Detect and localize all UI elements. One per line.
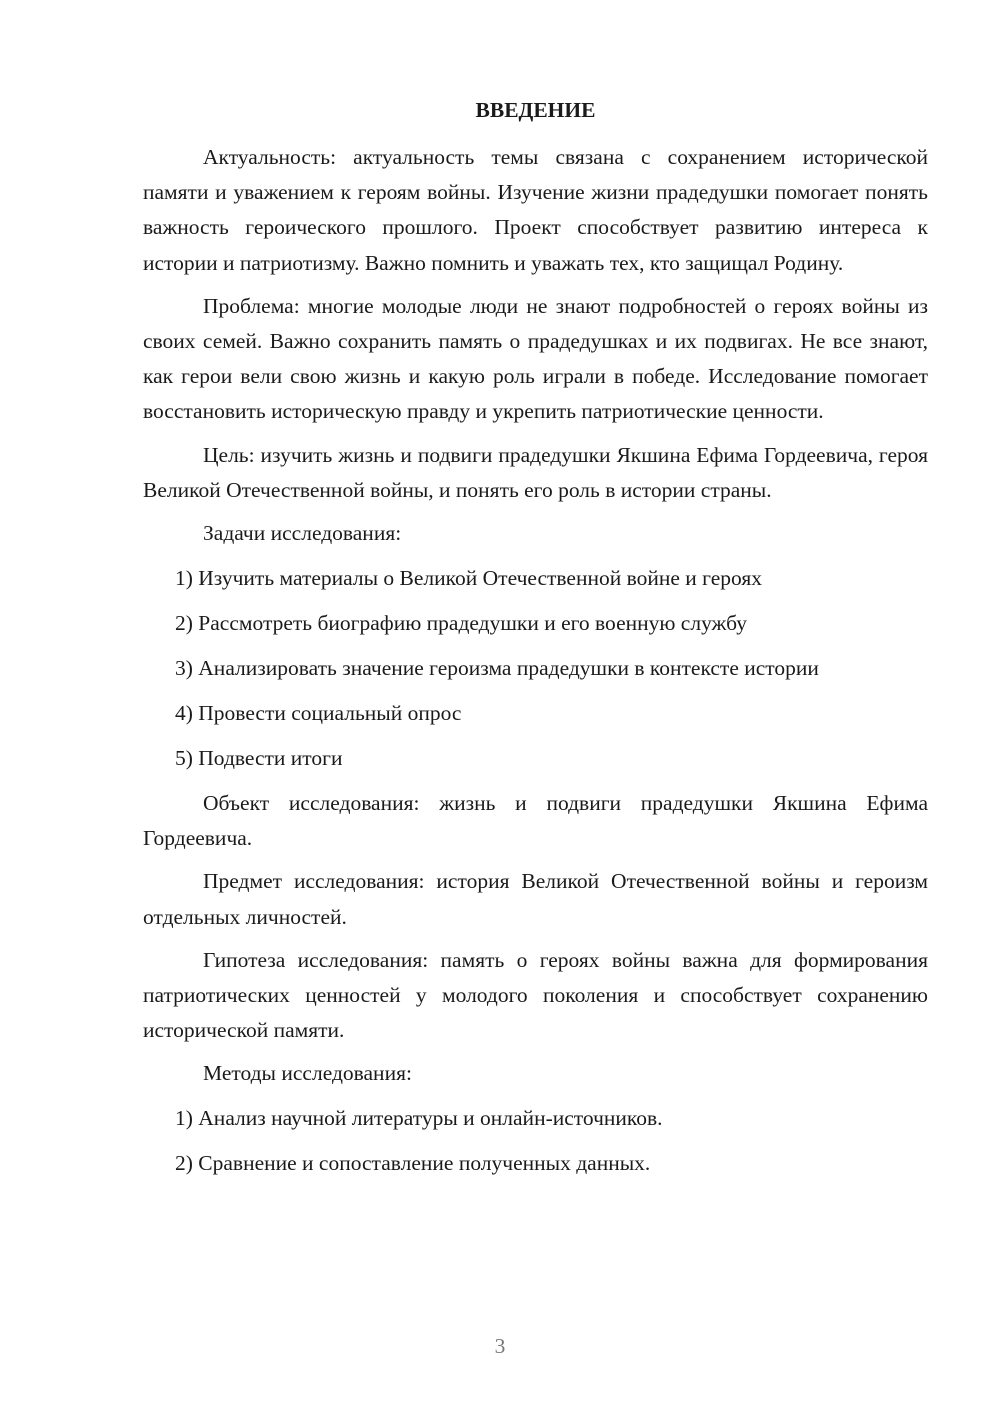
list-item: 2) Сравнение и сопоставление полученных данных.: [175, 1151, 651, 1176]
list-item: 2) Рассмотреть биографию прадедушки и его военную службу: [175, 611, 747, 636]
list-item: 1) Изучить материалы о Великой Отечественной войне и героях: [175, 566, 762, 591]
hypothesis-paragraph: Гипотеза исследования: память о героях войны важна для формирования патриотических ценностей у молодого поколения и способствует сохранению исторической памяти.: [143, 947, 928, 1043]
methods-list: [143, 1101, 928, 1181]
list-item: 4) Провести социальный опрос: [175, 701, 462, 726]
methods-heading: Методы исследования:: [203, 1061, 412, 1086]
list-item: 5) Подвести итоги: [175, 746, 343, 771]
page-number: 3: [494, 1334, 506, 1358]
document-page: [143, 93, 928, 1191]
problem-paragraph: Проблема: многие молодые люди не знают подробностей о героях войны из своих семей. Важно сохранить память о прадедушках и их подвигах. Не все знают, как герои вели свою жизнь и какую роль играли в победе. Исследование помогает восстановить историческую правду и укрепить патриотические ценности.: [143, 293, 928, 424]
tasks-heading: Задачи исследования:: [203, 521, 402, 546]
list-item: 1) Анализ научной литературы и онлайн-источников.: [175, 1106, 663, 1131]
list-item: 3) Анализировать значение героизма прадедушки в контексте истории: [175, 656, 819, 681]
subject-paragraph: Предмет исследования: история Великой Отечественной войны и героизм отдельных личностей.: [143, 869, 928, 929]
goal-paragraph: Цель: изучить жизнь и подвиги прадедушки Якшина Ефима Гордеевича, героя Великой Отечественной войны, и понять его роль в истории страны.: [143, 442, 928, 502]
object-paragraph: Объект исследования: жизнь и подвиги прадедушки Якшина Ефима Гордеевича.: [143, 791, 928, 851]
relevance-paragraph: Актуальность: актуальность темы связана с сохранением исторической памяти и уважением к героям войны. Изучение жизни прадедушки помогает понять важность героического прошлого. Проект способствует развитию интереса к истории и патриотизму. Важно помнить и уважать тех, кто защищал Родину.: [143, 145, 928, 275]
page-title: ВВЕДЕНИЕ: [475, 98, 596, 122]
tasks-list: [143, 561, 928, 776]
